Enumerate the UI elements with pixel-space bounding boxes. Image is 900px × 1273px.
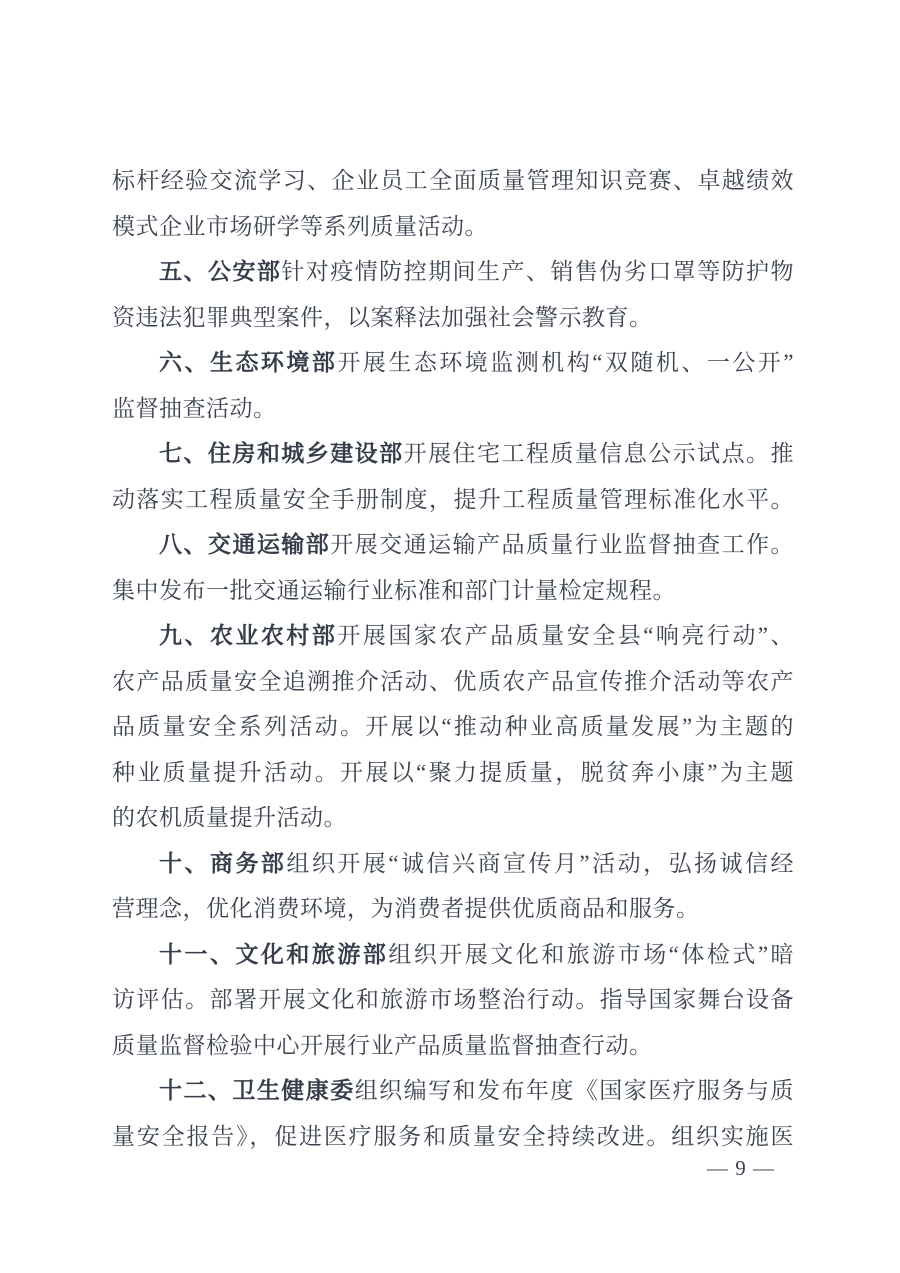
document-lines: [112, 158, 794, 1159]
body-text: 组织编写和发布年度《国家医疗服务与质: [354, 1078, 794, 1103]
page-number-label: — 9 —: [707, 1156, 775, 1180]
text-line: [112, 1068, 794, 1114]
department-heading: 十、商务部: [159, 849, 287, 876]
body-text: 开展交通运输产品质量行业监督抽查工作。: [330, 532, 794, 557]
body-text: 标杆经验交流学习、企业员工全面质量管理知识竞赛、卓越绩效: [112, 168, 794, 193]
text-line: [112, 750, 794, 796]
text-line: [112, 886, 794, 932]
body-text: 种业质量提升活动。开展以“聚力提质量，脱贫奔小康”为主题: [112, 759, 794, 785]
text-line: [112, 659, 794, 705]
text-line: [112, 158, 794, 204]
department-heading: 十二、卫生健康委: [159, 1077, 355, 1103]
department-heading: 六、生态环境部: [159, 349, 338, 375]
text-line: [112, 1023, 794, 1069]
text-line: [112, 295, 794, 341]
page-number: [707, 1155, 775, 1181]
text-line: [112, 1114, 794, 1160]
body-text: 针对疫情防控期间生产、销售伪劣口罩等防护物: [281, 259, 794, 284]
body-text: 开展住宅工程质量信息公示试点。推: [403, 441, 794, 466]
department-heading: 八、交通运输部: [159, 531, 331, 557]
text-line: [112, 613, 794, 659]
text-line: [112, 204, 794, 250]
text-line: [112, 431, 794, 477]
department-heading: 七、住房和城乡建设部: [159, 440, 404, 466]
department-heading: 十一、文化和旅游部: [159, 940, 389, 967]
body-text: 模式企业市场研学等系列质量活动。: [112, 213, 488, 239]
text-line: [112, 977, 794, 1023]
body-text: 动落实工程质量安全手册制度，提升工程质量管理标准化水平。: [112, 486, 794, 512]
body-text: 监督抽查活动。: [112, 395, 277, 421]
text-line: [112, 841, 794, 887]
department-heading: 九、农业农村部: [159, 622, 338, 648]
body-text: 集中发布一批交通运输行业标准和部门计量检定规程。: [112, 577, 676, 603]
text-line: [112, 477, 794, 523]
text-line: [112, 386, 794, 432]
text-line: [112, 932, 794, 978]
body-text: 农产品质量安全追溯推介活动、优质农产品宣传推介活动等农产: [112, 668, 794, 694]
body-text: 量安全报告》，促进医疗服务和质量安全持续改进。组织实施医: [112, 1123, 794, 1149]
body-text: 开展国家农产品质量安全县“响亮行动”、: [337, 623, 794, 648]
body-text: 组织开展文化和旅游市场“体检式”暗: [388, 941, 794, 967]
body-text: 营理念，优化消费环境，为消费者提供优质商品和服务。: [112, 896, 700, 921]
body-text: 的农机质量提升活动。: [112, 805, 347, 830]
body-text: 品质量安全系列活动。开展以“推动种业高质量发展”为主题的: [112, 714, 794, 739]
body-text: 资违法犯罪典型案件，以案释法加强社会警示教育。: [112, 304, 653, 330]
text-line: [112, 704, 794, 750]
body-text: 开展生态环境监测机构“双随机、一公开”: [337, 350, 794, 375]
body-text: 质量监督检验中心开展行业产品质量监督抽查行动。: [112, 1032, 653, 1058]
text-line: [112, 795, 794, 841]
body-text: 访评估。部署开展文化和旅游市场整治行动。指导国家舞台设备: [112, 987, 794, 1012]
body-text: 组织开展“诚信兴商宣传月”活动，弘扬诚信经: [286, 850, 794, 876]
text-line: [112, 568, 794, 614]
text-line: [112, 340, 794, 386]
text-line: [112, 522, 794, 568]
text-line: [112, 249, 794, 295]
department-heading: 五、公安部: [159, 258, 282, 284]
